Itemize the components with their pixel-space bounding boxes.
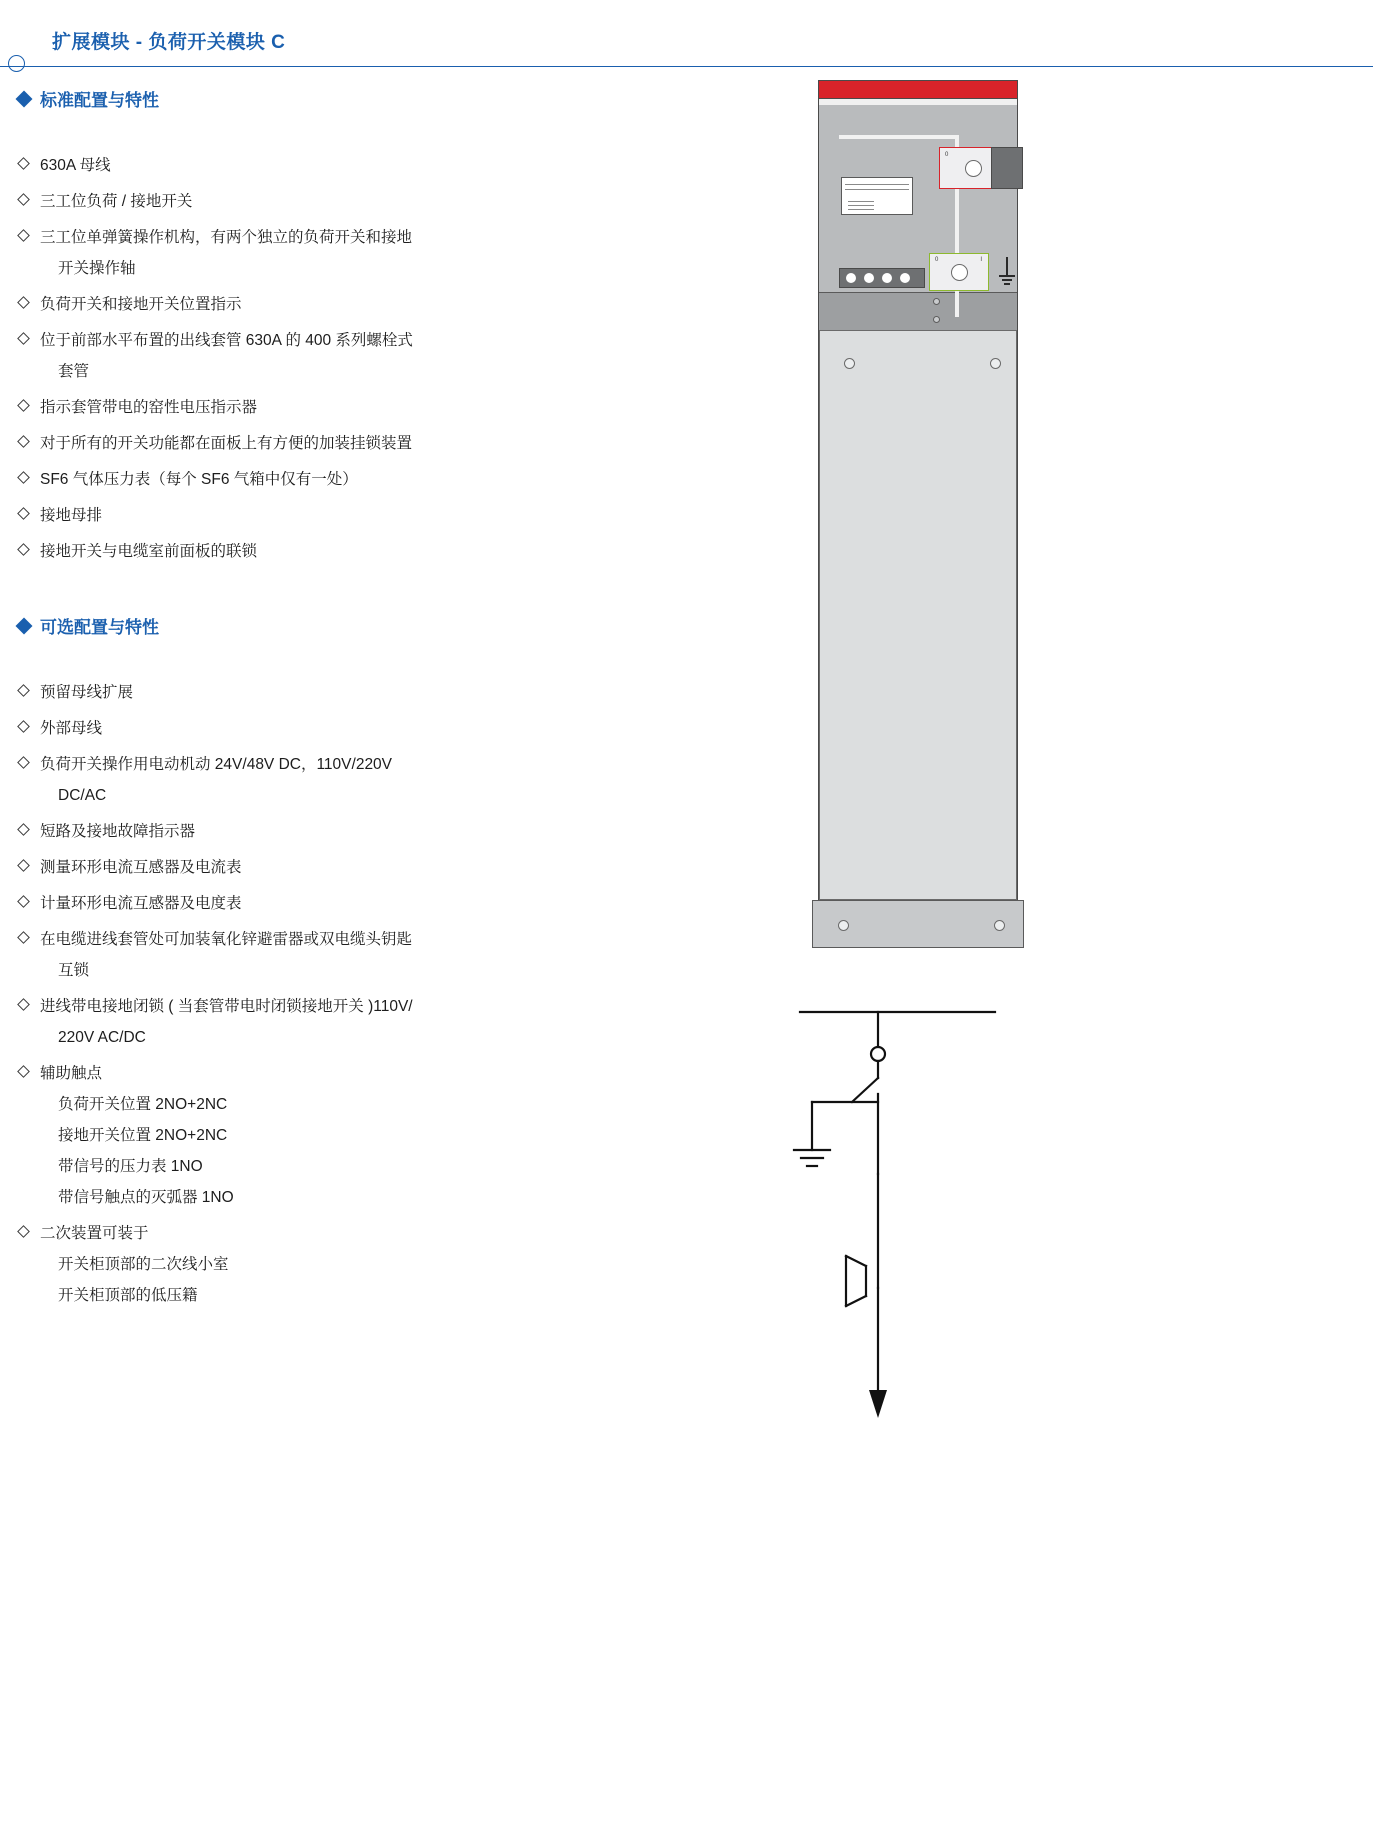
list-item (18, 222, 620, 284)
operator-knob (951, 264, 968, 281)
list-item (18, 749, 620, 811)
section-heading (18, 613, 620, 643)
diamond-bullet-icon (17, 859, 30, 872)
list-item-line: 预留母线扩展 (40, 684, 134, 701)
list-item-line: SF6 气体压力表（每个 SF6 气箱中仅有一处） (40, 471, 358, 488)
section-optional-features (0, 613, 620, 1316)
list-item (18, 428, 620, 459)
list-item-line: 套管 (58, 363, 90, 380)
list-item-line: 二次装置可装于 (40, 1225, 149, 1242)
list-item-line: 指示套管带电的窑性电压指示器 (40, 399, 258, 416)
diamond-bullet-icon (17, 399, 30, 412)
diamond-bullet-icon (17, 507, 30, 520)
list-item (18, 888, 620, 919)
operator-knob (965, 160, 982, 177)
busbar-horizontal-line (839, 135, 959, 139)
list-item (18, 924, 620, 986)
diamond-icon (16, 618, 33, 635)
list-item (18, 289, 620, 320)
list-item-line: 带信号的压力表 1NO (58, 1158, 203, 1175)
panel-hole (933, 298, 940, 305)
diamond-bullet-icon (17, 1225, 30, 1238)
diamond-bullet-icon (17, 931, 30, 944)
diamond-bullet-icon (17, 720, 30, 733)
list-item-line: 在电缆进线套管处可加装氧化锌避雷器或双电缆头钥匙 (40, 931, 413, 948)
diamond-bullet-icon (17, 332, 30, 345)
diamond-bullet-icon (17, 229, 30, 242)
switch-contact-circle (871, 1047, 885, 1061)
diamond-icon (16, 91, 33, 108)
bushing-lower-lead (846, 1296, 866, 1306)
section-title: 可选配置与特性 (40, 618, 159, 637)
list-item-line: 负荷开关操作用电动机动 24V/48V DC，110V/220V (40, 756, 393, 773)
cabinet-upper-panel (819, 105, 1017, 293)
list-item (18, 464, 620, 495)
list-item-line: 开关柜顶部的低压籍 (58, 1287, 198, 1304)
diamond-bullet-icon (17, 756, 30, 769)
list-item (18, 713, 620, 744)
earth-symbol-icon (995, 253, 1019, 291)
diamond-bullet-icon (17, 157, 30, 170)
diamond-bullet-icon (17, 1065, 30, 1078)
switchgear-cabinet-illustration (804, 80, 1032, 970)
list-item-line: 接地母排 (40, 507, 103, 524)
single-line-diagram-svg (790, 998, 1090, 1428)
list-item (18, 677, 620, 708)
list-item-line: 接地开关位置 2NO+2NC (58, 1127, 228, 1144)
base-screw (838, 920, 849, 931)
cabinet-top-band (819, 81, 1017, 99)
page-title: 扩展模块 - 负荷开关模块 C (52, 32, 286, 53)
header-divider (0, 66, 1373, 67)
optional-feature-list (18, 677, 620, 1311)
door-screw (990, 358, 1001, 369)
section-title: 标准配置与特性 (40, 91, 159, 110)
list-item (18, 816, 620, 847)
list-item (18, 991, 620, 1053)
outgoing-arrow-head (869, 1390, 887, 1418)
list-item-line: 短路及接地故障指示器 (40, 823, 196, 840)
list-item-line: 接地开关与电缆室前面板的联锁 (40, 543, 258, 560)
list-item-line: 630A 母线 (40, 157, 111, 174)
door-screw (844, 358, 855, 369)
list-item-line: 对于所有的开关功能都在面板上有方便的加装挂锁装置 (40, 435, 413, 452)
diamond-bullet-icon (17, 193, 30, 206)
diamond-bullet-icon (17, 296, 30, 309)
diamond-bullet-icon (17, 895, 30, 908)
list-item-line: 开关柜顶部的二次线小室 (58, 1256, 229, 1273)
cable-compartment-door (819, 330, 1017, 900)
list-item-line: 开关操作轴 (58, 260, 136, 277)
list-item-line: DC/AC (58, 787, 107, 804)
load-switch-operator: 0 (939, 147, 1007, 189)
list-item (18, 852, 620, 883)
illustration-column (790, 68, 1350, 1848)
standard-feature-list (18, 150, 620, 567)
diamond-bullet-icon (17, 543, 30, 556)
list-item (18, 500, 620, 531)
rating-label-plate (841, 177, 913, 215)
list-item-line: 辅助触点 (40, 1065, 103, 1082)
switch-blade (852, 1078, 878, 1102)
list-item (18, 392, 620, 423)
section-standard-features (0, 86, 620, 572)
list-item-line: 三工位单弹簧操作机构，有两个独立的负荷开关和接地 (40, 229, 413, 246)
base-screw (994, 920, 1005, 931)
list-item-line: 位于前部水平布置的出线套管 630A 的 400 系列螺栓式 (40, 332, 413, 349)
list-item-line: 计量环形电流互感器及电度表 (40, 895, 242, 912)
earth-switch-operator: 0 I (929, 253, 989, 291)
list-item-line: 负荷开关位置 2NO+2NC (58, 1096, 228, 1113)
list-item (18, 1218, 620, 1311)
list-item (18, 1058, 620, 1213)
list-item (18, 325, 620, 387)
list-item (18, 536, 620, 567)
diamond-bullet-icon (17, 684, 30, 697)
list-item-line: 负荷开关和接地开关位置指示 (40, 296, 242, 313)
voltage-indicator-strip (839, 268, 925, 288)
features-column (0, 68, 620, 1848)
single-line-diagram (790, 998, 1090, 1428)
list-item-line: 带信号触点的灭弧器 1NO (58, 1189, 234, 1206)
list-item-line: 进线带电接地闭锁 ( 当套管带电时闭锁接地开关 )110V/ (40, 998, 413, 1015)
diamond-bullet-icon (17, 435, 30, 448)
list-item-line: 三工位负荷 / 接地开关 (40, 193, 193, 210)
list-item-line: 互锁 (58, 962, 90, 979)
diamond-bullet-icon (17, 998, 30, 1011)
list-item-line: 外部母线 (40, 720, 103, 737)
diamond-bullet-icon (17, 823, 30, 836)
list-item-line: 220V AC/DC (58, 1029, 146, 1046)
panel-hole (933, 316, 940, 323)
bushing-upper-lead (846, 1256, 866, 1266)
list-item (18, 186, 620, 217)
diamond-bullet-icon (17, 471, 30, 484)
cable-compartment-block (991, 147, 1023, 189)
section-heading (18, 86, 620, 116)
list-item (18, 150, 620, 181)
page-header (0, 0, 1373, 68)
list-item-line: 测量环形电流互感器及电流表 (40, 859, 242, 876)
